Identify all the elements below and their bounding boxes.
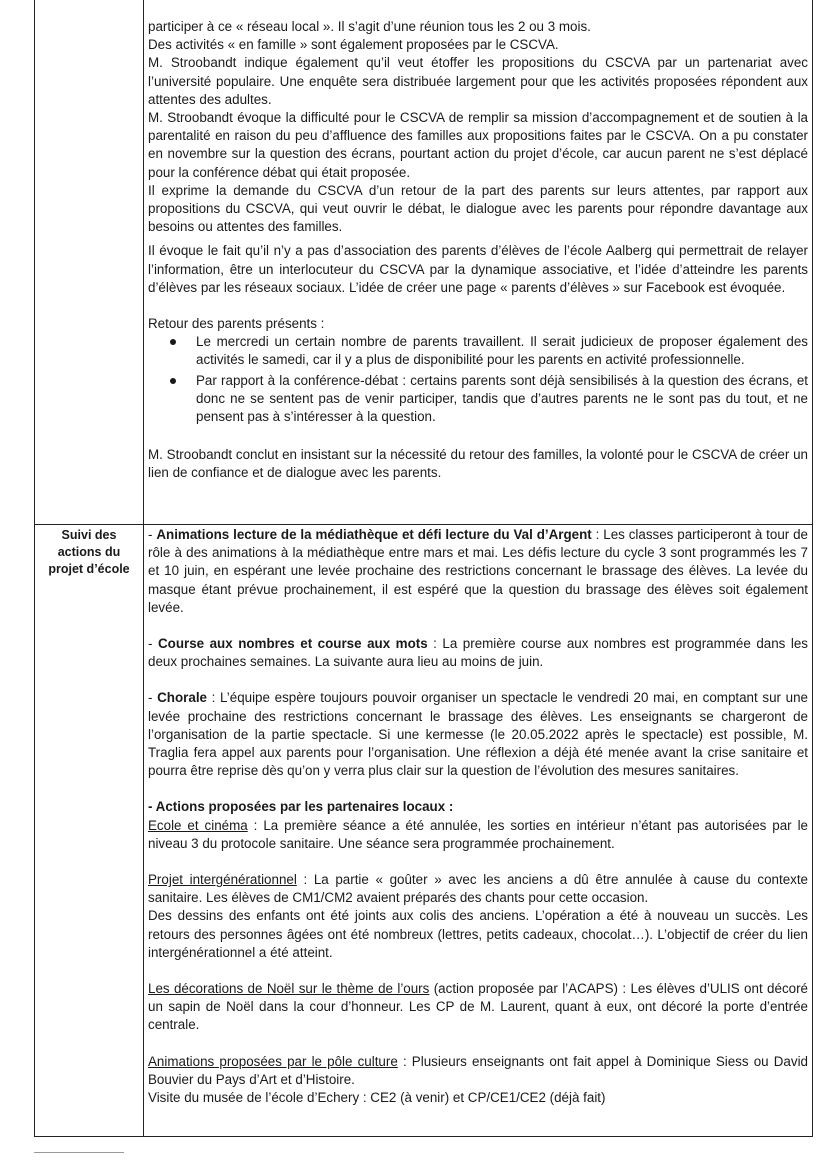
noel-paragraph: Les décorations de Noël sur le thème de l’ours (action proposée par l’ACAPS) : Les élèves d’ULIS ont décoré un sapin de Noël dans la cour d’honneur. Les CP de M. Laurent, quant à eux, ont décoré la porte d’entrée centrale.: [148, 981, 808, 1033]
suivi-actions-cell: [148, 526, 808, 1107]
minutes-table: [34, 0, 813, 1137]
row-divider: [35, 524, 812, 525]
paragraph: M. Stroobandt indique également qu’il veut étoffer les propositions du CSCVA par un partenariat avec l’université populaire. Une enquête sera distribuée largement pour que les activités proposées répondent aux attentes des adultes.: [148, 55, 808, 107]
row-label-line: Suivi des: [61, 528, 117, 542]
section-course: - Course aux nombres et course aux mots : La première course aux nombres est programmée dans les deux prochaines semaines. La suivante aura lieu au moins de juin.: [148, 636, 808, 670]
cscva-discussion-cell: [148, 18, 808, 483]
conclusion-paragraph: M. Stroobandt conclut en insistant sur la nécessité du retour des familles, la volonté pour le CSCVA de créer un lien de confiance et de dialogue avec les parents.: [148, 447, 808, 481]
list-item: Par rapport à la conférence-débat : certains parents sont déjà sensibilisés à la question des écrans, et donc ne se sentent pas de venir participer, tandis que d’autres parents ne le sont pas du tout, et ne pensent pas à s’intéresser à la question.: [196, 372, 808, 427]
musee-paragraph: Visite du musée de l’école d’Echery : CE2 (à venir) et CP/CE1/CE2 (déjà fait): [148, 1090, 606, 1106]
row-label-line: actions du: [57, 545, 121, 559]
paragraph: participer à ce « réseau local ». Il s’agit d’une réunion tous les 2 ou 3 mois.: [148, 19, 591, 34]
projet-intergenerationnel-paragraph: Projet intergénérationnel : La partie « goûter » avec les anciens a dû être annulée à cause du contexte sanitaire. Les élèves de CM1/CM2 avaient préparés des chants pour cette occasion.: [148, 872, 809, 906]
list-item: Le mercredi un certain nombre de parents travaillent. Il serait judicieux de proposer également des activités le samedi, car il y a plus de disponibilité pour les parents en activité professionnelle.: [196, 333, 808, 369]
footer-rule: [34, 1152, 124, 1153]
paragraph: Des activités « en famille » sont également proposées par le CSCVA.: [148, 37, 559, 53]
parent-feedback-list: [148, 333, 808, 426]
paragraph: Il évoque le fait qu’il n’y a pas d’association des parents d’élèves de l’école Aalberg qui permettrait de relayer l’information, être un interlocuteur du CSCVA par la dynamique associative, et l’idée d’atteindre les parents d’élèves par les réseaux sociaux. L’idée de créer une page « parents d’élèves » sur Facebook est évoquée.: [148, 243, 808, 295]
paragraph: Il exprime la demande du CSCVA d’un retour de la part des parents sur leurs attentes, par rapport aux propositions du CSCVA, qui veut ouvrir le débat, le dialogue avec les parents pour répondre davantage aux besoins ou attentes des familles.: [148, 182, 808, 235]
column-divider: [143, 0, 144, 1136]
culture-paragraph: Animations proposées par le pôle culture : Plusieurs enseignants ont fait appel à Dominique Siess ou David Bouvier du Pays d’Art et d’Histoire.: [148, 1053, 808, 1087]
projet-label: Projet intergénérationnel: [148, 872, 297, 888]
section-title: Animations lecture de la médiathèque et défi lecture du Val d’Argent: [156, 527, 592, 542]
paragraph: M. Stroobandt évoque la difficulté pour le CSCVA de remplir sa mission d’accompagnement et de soutien à la parentalité en raison du peu d’affluence des familles aux propositions faites par le CSCVA. On a pu constater en novembre sur la question des écrans, pourtant action du projet d’école, car aucun parent ne s’est déplacé pour la conférence débat qui était proposée.: [148, 110, 808, 180]
section-animations-lecture: - Animations lecture de la médiathèque et défi lecture du Val d’Argent : Les classes participeront à tour de rôle à des animations à la médiathèque entre mars et mai. Les défis lecture du cycle 3 sont programmés les 7 et 10 juin, en espérant une levée prochaine des restrictions concernant le brassage des élèves. La levée du masque étant prévue prochainement, il est espéré que la question du brassage des élèves soit également levée.: [148, 527, 808, 615]
section-chorale: - Chorale : L’équipe espère toujours pouvoir organiser un spectacle le vendredi 20 mai, en comptant sur une levée prochaine des restrictions concernant le brassage des élèves. Les enseignants se chargeront de l’organisation de la partie spectacle. Si une kermesse (le 20.05.2022 après le spectacle) est possible, M. Traglia fera appel aux parents pour l’organisation. Une réflexion a déjà été menée avant la crise sanitaire et pourra être reprise dès qu’on y verra plus clair sur la question de l’évolution des mesures sanitaires.: [148, 690, 809, 779]
row-label-suivi-actions: [35, 527, 143, 578]
paragraph: Des dessins des enfants ont été joints aux colis des anciens. L’opération a été à nouveau un succès. Les retours des personnes âgées ont été nombreux (lettres, petits cadeaux, chocolat…). L’objectif de créer du lien intergénérationnel a été atteint.: [148, 908, 808, 960]
ecole-cinema-paragraph: Ecole et cinéma : La première séance a été annulée, les sorties en intérieur n’étant pas autorisées par le niveau 3 du protocole sanitaire. Une séance sera programmée prochainement.: [148, 817, 808, 851]
noel-label: Les décorations de Noël sur le thème de l’ours: [148, 981, 430, 997]
ecole-cinema-label: Ecole et cinéma: [148, 817, 248, 833]
section-partenaires-title: - Actions proposées par les partenaires locaux :: [148, 799, 454, 815]
section-title: Chorale: [157, 690, 207, 706]
section-title: Course aux nombres et course aux mots: [157, 636, 428, 652]
row-label-line: projet d’école: [48, 562, 130, 576]
culture-label: Animations proposées par le pôle culture: [148, 1053, 398, 1069]
retour-heading: Retour des parents présents :: [148, 316, 325, 332]
